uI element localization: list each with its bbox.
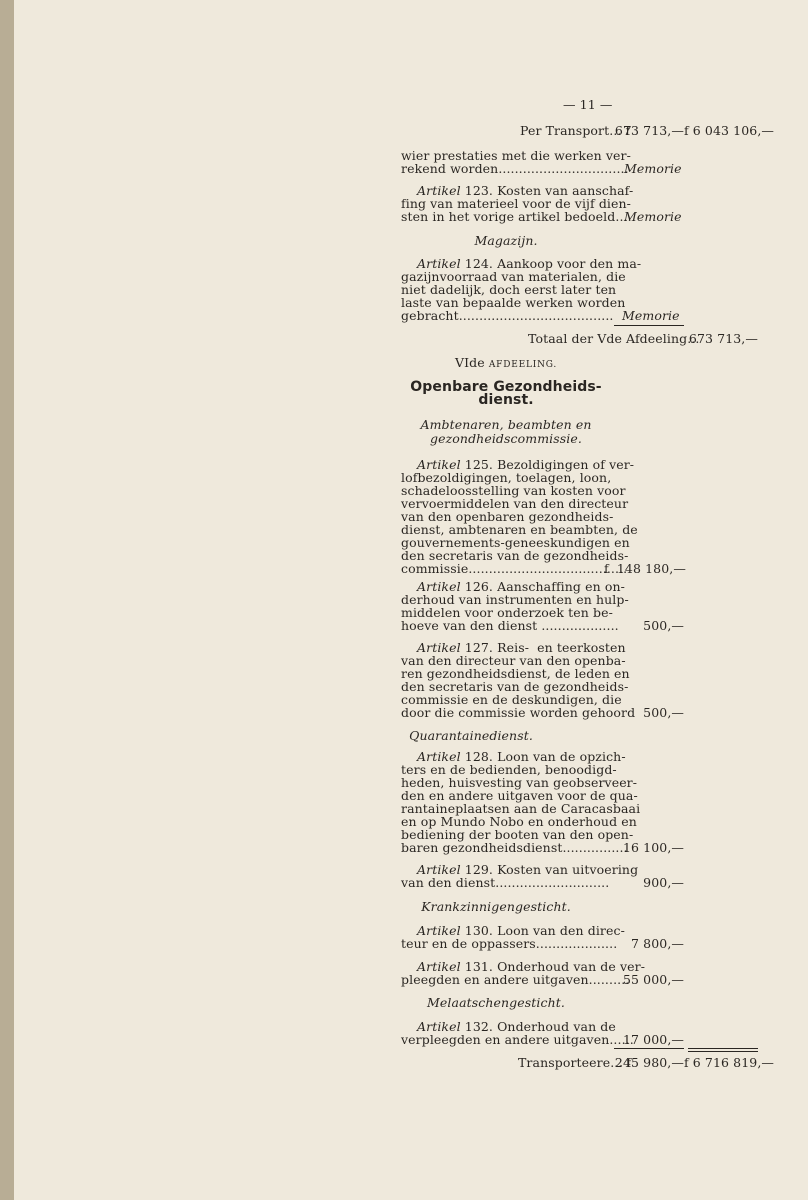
- art130-label: Artikel: [417, 923, 461, 938]
- art128-line-4: den en andere uitgaven voor de qua-: [401, 788, 638, 803]
- art126-line-1: 126. Aanschaffing en on-: [460, 579, 625, 594]
- art128-line-1: 128. Loon van de opzich-: [460, 749, 626, 764]
- vide-title-line-1: Openbare Gezondheids-: [410, 379, 602, 395]
- sub-melaatschengesticht: Melaatschengesticht.: [427, 995, 565, 1010]
- art127-line-2: van den directeur van den openba-: [401, 653, 626, 668]
- art125-line-6: dienst, ambtenaren en beambten, de: [401, 522, 638, 537]
- magazijn-heading: Magazijn.: [474, 233, 538, 248]
- sub-ambtenaren-2: gezondheidscommissie.: [430, 431, 582, 446]
- art129-label: Artikel: [417, 862, 461, 877]
- art128-amount: 16 100,—: [622, 840, 684, 855]
- vde-total-rule: [614, 325, 684, 326]
- art125-line-7: gouvernements-geneeskundigen en: [401, 535, 630, 550]
- art128-label: Artikel: [417, 749, 461, 764]
- bottom-rule-amount: [614, 1048, 684, 1049]
- transport-bottom-amount: 245 980,—: [614, 1055, 684, 1070]
- art128-line-7: bediening der booten van den open-: [401, 827, 634, 842]
- page-number: — 11 —: [563, 97, 613, 112]
- art128-line-3: heden, huisvesting van geobserveer-: [401, 775, 638, 790]
- transport-top-amount: 673 713,—: [614, 123, 684, 138]
- art129-line-2: van den dienst............................: [401, 875, 610, 890]
- art127-line-1: 127. Reis- en teerkosten: [460, 640, 626, 655]
- art128-line-2: ters en de bedienden, benoodigd-: [401, 762, 617, 777]
- art132-line-1: 132. Onderhoud van de: [460, 1019, 616, 1034]
- art130-line-1: 130. Loon van den direc-: [460, 923, 625, 938]
- transport-bottom-label: Transporteere... f: [518, 1055, 632, 1070]
- art123-line-1: 123. Kosten van aanschaf-: [460, 183, 634, 198]
- art125-line-9: commissie.......................................: [401, 561, 628, 576]
- art124-line-3: niet dadelijk, doch eerst later ten: [401, 282, 617, 297]
- sub-krankzinnigengesticht: Krankzinnigengesticht.: [421, 899, 571, 914]
- bottom-rule-total-2: [688, 1051, 758, 1052]
- art124-line-2: gazijnvoorraad van materialen, die: [401, 269, 626, 284]
- art131-line-1: 131. Onderhoud van de ver-: [460, 959, 646, 974]
- art123-line-2: fing van materieel voor de vijf dien-: [401, 196, 631, 211]
- prestaties-line-1: wier prestaties met die werken ver-: [401, 148, 631, 163]
- art126-amount: 500,—: [643, 618, 684, 633]
- art124-label: Artikel: [417, 256, 461, 271]
- art132-label: Artikel: [417, 1019, 461, 1034]
- art128-line-6: en op Mundo Nobo en onderhoud en: [401, 814, 637, 829]
- art131-amount: 55 000,—: [622, 972, 684, 987]
- art127-line-6: door die commissie worden gehoord: [401, 705, 636, 720]
- art128-line-8: baren gezondheidsdienst................: [401, 840, 628, 855]
- art124-line-5: gebracht......................................: [401, 308, 614, 323]
- art125-amount: f 148 180,—: [604, 561, 686, 576]
- art132-line-2: verpleegden en andere uitgaven......: [401, 1032, 634, 1047]
- sub-quarantainedienst: Quarantainedienst.: [409, 728, 533, 743]
- art131-label: Artikel: [417, 959, 461, 974]
- art130-line-2: teur en de oppassers....................: [401, 936, 618, 951]
- art125-line-1: 125. Bezoldigingen of ver-: [460, 457, 635, 472]
- art123-amount: Memorie: [624, 209, 682, 224]
- art125-line-8: den secretaris van de gezondheids-: [401, 548, 629, 563]
- art128-line-5: rantaineplaatsen aan de Caracasbaai: [401, 801, 641, 816]
- bottom-rule-total-1: [688, 1048, 758, 1049]
- vide-section-heading: [455, 356, 557, 372]
- art125-label: Artikel: [417, 457, 461, 472]
- art127-line-4: den secretaris van de gezondheids-: [401, 679, 629, 694]
- art132-amount: 17 000,—: [622, 1032, 684, 1047]
- art123-label: Artikel: [417, 183, 461, 198]
- art125-line-4: vervoermiddelen van den directeur: [401, 496, 629, 511]
- art124-line-4: laste van bepaalde werken worden: [401, 295, 626, 310]
- art127-line-3: ren gezondheidsdienst, de leden en: [401, 666, 630, 681]
- vide-section-word: AFDEELING.: [488, 360, 558, 370]
- art130-amount: 7 800,—: [631, 936, 684, 951]
- art124-amount: Memorie: [622, 308, 680, 323]
- vide-section-numeral: VIde: [455, 355, 485, 370]
- art126-line-2: derhoud van instrumenten en hulp-: [401, 592, 629, 607]
- art124-line-1: 124. Aankoop voor den ma-: [460, 256, 642, 271]
- vde-total-amount: 673 713,—: [688, 331, 758, 346]
- art129-amount: 900,—: [643, 875, 684, 890]
- transport-top-label: Per Transport... f: [520, 123, 631, 138]
- vde-total-label: Totaal der Vde Afdeeling...: [528, 331, 700, 346]
- art125-line-2: lofbezoldigingen, toelagen, loon,: [401, 470, 612, 485]
- art127-line-5: commissie en de deskundigen, die: [401, 692, 622, 707]
- transport-top-total: f 6 043 106,—: [684, 123, 774, 138]
- prestaties-amount: Memorie: [624, 161, 682, 176]
- art131-line-2: pleegden en andere uitgaven..........: [401, 972, 630, 987]
- transport-bottom-total: f 6 716 819,—: [684, 1055, 774, 1070]
- prestaties-line-2: rekend worden................................: [401, 161, 629, 176]
- art127-label: Artikel: [417, 640, 461, 655]
- page-edge: [0, 0, 14, 1200]
- art126-line-4: hoeve van den dienst ...................: [401, 618, 619, 633]
- art126-label: Artikel: [417, 579, 461, 594]
- art129-line-1: 129. Kosten van uitvoering: [460, 862, 639, 877]
- art126-line-3: middelen voor onderzoek ten be-: [401, 605, 613, 620]
- art123-line-3: sten in het vorige artikel bedoeld....: [401, 209, 632, 224]
- art125-line-5: van den openbaren gezondheids-: [401, 509, 614, 524]
- sub-ambtenaren-1: Ambtenaren, beambten en: [420, 417, 592, 432]
- art125-line-3: schadeloosstelling van kosten voor: [401, 483, 626, 498]
- vide-title-line-2: dienst.: [478, 392, 534, 408]
- art127-amount: 500,—: [643, 705, 684, 720]
